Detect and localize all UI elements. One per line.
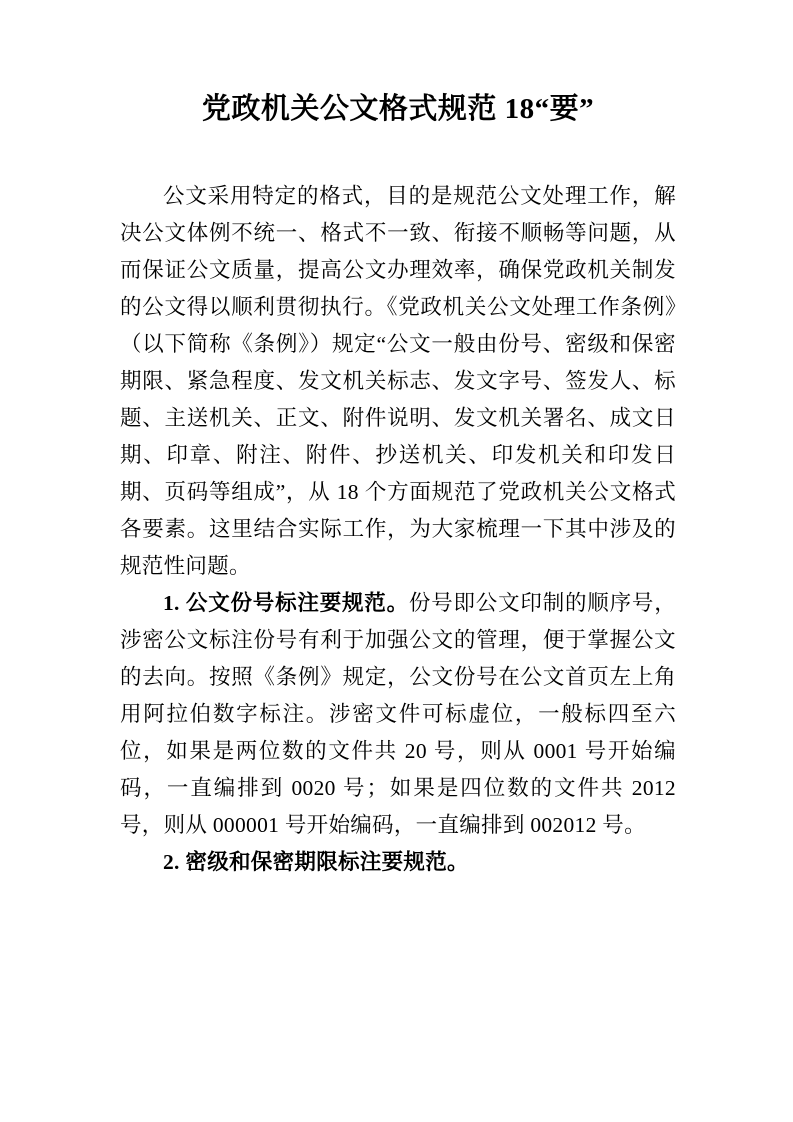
paragraph-intro [120, 178, 676, 585]
document-title: 党政机关公文格式规范 18“要” [201, 93, 595, 125]
paragraph-item-2-heading: 2. 密级和保密期限标注要规范。 [163, 850, 469, 874]
paragraph-item-1-heading: 1. 公文份号标注要规范。 [163, 591, 409, 615]
paragraph-item-1-text: 份号即公文印制的顺序号，涉密公文标注份号有利于加强公文的管理，便于掌握公文的去向。按照《条例》规定，公文份号在公文首页左上角用阿拉伯数字标注。涉密文件可标虚位，一般标四至六位，如果是两位数的文件共 20 号，则从 0001 号开始编码，一直编排到 0020 号；如果是四位数的文件共 2012 号，则从 000001 号开始编码，一直编排到 002012 号。 [120, 591, 676, 837]
paragraph-intro-text: 公文采用特定的格式，目的是规范公文处理工作，解决公文体例不统一、格式不一致、衔接不顺畅等问题，从而保证公文质量，提高公文办理效率，确保党政机关制发的公文得以顺利贯彻执行。《党政机关公文处理工作条例》（以下简称《条例》）规定“公文一般由份号、密级和保密期限、紧急程度、发文机关标志、发文字号、签发人、标题、主送机关、正文、附件说明、发文机关署名、成文日期、印章、附注、附件、抄送机关、印发机关和印发日期、页码等组成”，从 18 个方面规范了党政机关公文格式各要素。这里结合实际工作，为大家梳理一下其中涉及的规范性问题。 [120, 184, 676, 578]
document-body [120, 178, 676, 881]
paragraph-item-2 [120, 844, 676, 881]
paragraph-item-1 [120, 585, 676, 844]
